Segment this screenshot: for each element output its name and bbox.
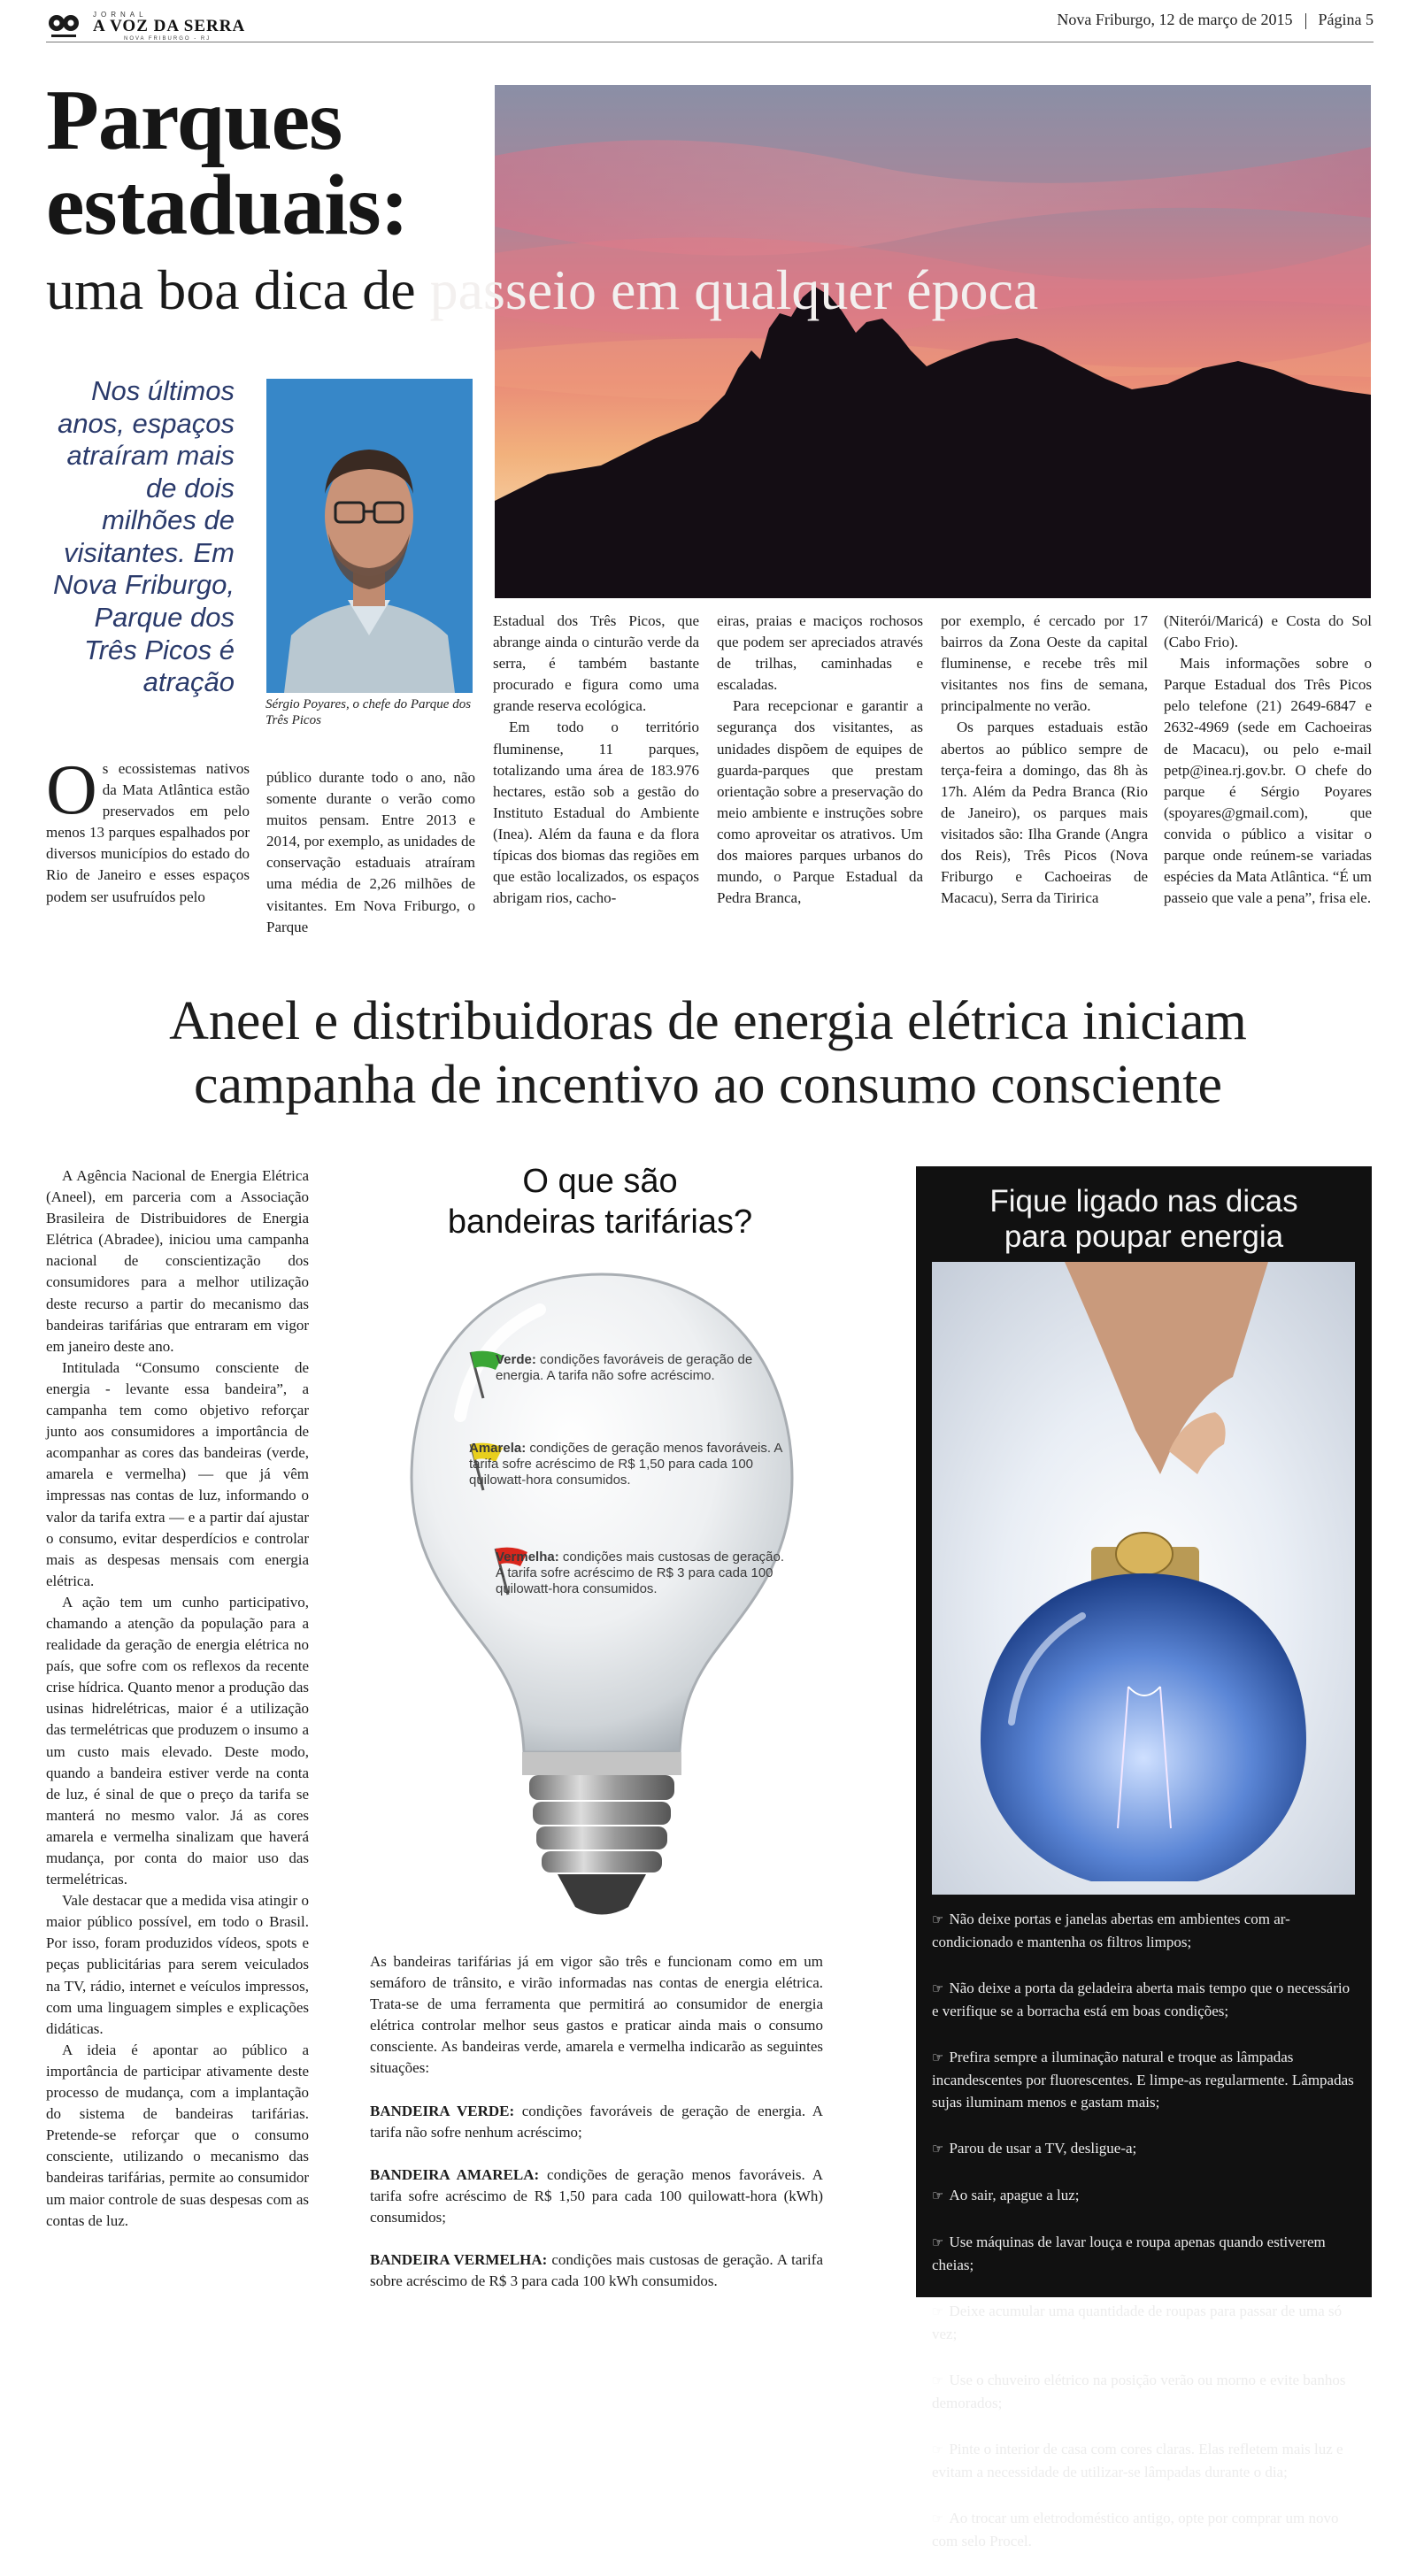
flag-green-label: Verde:	[496, 1352, 536, 1367]
coin-in-bulb-photo	[932, 1262, 1355, 1895]
logo-city: NOVA FRIBURGO - RJ	[124, 36, 212, 42]
tariff-flags-title-line2: bandeiras tarifárias?	[447, 1203, 753, 1241]
flag-green-desc: condições favoráveis de geração de energia. A tarifa não sofre acréscimo.	[496, 1352, 753, 1383]
article2-title-line2: campanha de incentivo ao consumo consciente	[193, 1055, 1223, 1115]
bandeira-vermelha-text: condições mais custosas de geração. A tarifa sobre acréscimo de R$ 3 para cada 100 kWh consumidos.	[370, 2251, 823, 2290]
article1-title	[46, 73, 409, 254]
article1-col4-p2: Para recepcionar e garantir a segurança dos visitantes, as unidades dispõem de equipes de guarda-parques que prestam orientação sobre a preservação do meio ambiente e instruções sobre como aproveitar os atrativos. Um dos maiores parques urbanos do mundo, o Parque Estadual da Pedra Branca,	[717, 697, 923, 907]
tip-text: Parou de usar a TV, desligue-a;	[949, 2140, 1137, 2157]
header-separator	[1305, 13, 1306, 29]
header-page: Página 5	[1318, 11, 1374, 28]
tip-text: Use o chuveiro elétrico na posição verão ou morno e evite banhos demorados;	[932, 2372, 1346, 2411]
pointing-hand-icon: ☞	[932, 2141, 944, 2157]
energy-tips-list	[932, 1908, 1358, 2576]
energy-tips-title	[916, 1184, 1372, 1255]
flag-yellow-text	[469, 1441, 788, 1488]
article1-col1-text: s ecossistemas nativos da Mata Atlântica estão preservados em pelo menos 13 parques espalhados por diversos municípios do estado do Rio de Janeiro e esses espaços podem ser usufruídos pelo	[46, 760, 250, 905]
bandeira-vermelha-label: BANDEIRA VERMELHA:	[370, 2251, 548, 2269]
article2-lead-p5: A ideia é apontar ao público a importância de participar ativamente deste processo de mudança, com a implantação do sistema de bandeiras tarifárias. Pretende-se reforçar que o consumo consciente, utilizando o mecanismo das bandeiras tarifárias, permite ao consumidor um maior controle de suas despesas com as contas de luz.	[46, 2041, 309, 2229]
article1-column-2	[266, 767, 475, 938]
article2-lead-p1: A Agência Nacional de Energia Elétrica (Aneel), em parceria com a Associação Brasileira de Distribuidores de Energia Elétrica (Abradee), iniciou uma campanha nacional de conscientização dos consumidores para a melhor utilização deste recurso a partir do mecanismo das bandeiras tarifárias que entraram em vigor em janeiro deste ano.	[46, 1167, 309, 1355]
article1-subtitle	[46, 258, 1039, 321]
tip-text: Não deixe portas e janelas abertas em ambientes com ar-condicionado e mantenha os filtros limpos;	[932, 1911, 1290, 1950]
article2-lead-column	[46, 1165, 309, 2232]
tip-text: Não deixe a porta da geladeira aberta mais tempo que o necessário e verifique se a borracha está em boas condições;	[932, 1980, 1351, 2019]
article1-col2-text: público durante todo o ano, não somente durante o verão como muitos pensam. Entre 2013 e 2014, por exemplo, as unidades de conservação estaduais atraíram uma média de 2,26 milhões de visitantes. Em Nova Friburgo, o Parque	[266, 769, 475, 935]
pointing-hand-icon: ☞	[932, 2049, 944, 2065]
article1-column-5	[941, 611, 1148, 909]
article1-column-4	[717, 611, 923, 909]
flag-red-desc: condições mais custosas de geração. A tarifa sofre acréscimo de R$ 3 para cada 100 quilowatt-hora consumidos.	[496, 1549, 785, 1596]
tip-item	[932, 2438, 1358, 2483]
article1-column-3	[493, 611, 699, 909]
article2-lead-p4: Vale destacar que a medida visa atingir o maior público possível, em todo o Brasil. Por isso, foram produzidos vídeos, spots e peças publicitárias para serem veiculados na TV, rádio, internet e veículos impressos, com uma linguagem simples e explicações didáticas.	[46, 1892, 309, 2037]
article1-deck: Nos últimos anos, espaços atraíram mais de dois milhões de visitantes. Em Nova Friburgo, Parque dos Três Picos é atração	[52, 375, 235, 698]
article2-title-line1: Aneel e distribuidoras de energia elétrica iniciam	[169, 991, 1247, 1051]
header-dateline	[1057, 11, 1374, 29]
article2-lead-p3: A ação tem um cunho participativo, chamando a atenção da população para a realidade da geração de energia elétrica no país, que sofre com os reflexos da recente crise hídrica. Quanto menor a produção das usinas hidrelétricas, maior é a utilização das termelétricas que produzem o insumo a um custo mais elevado. Deste modo, quando a bandeira estiver verde na conta de luz, é sinal de que o preço da tarifa se manterá no mesmo valor. Já as cores amarela e vermelha sinalizam que haverá mudança, por conta do maior uso das termelétricas.	[46, 1593, 309, 1888]
flag-yellow-desc: condições de geração menos favoráveis. A tarifa sofre acréscimo de R$ 1,50 para cada 100 quilowatt-hora consumidos.	[469, 1441, 782, 1488]
article2-title	[0, 989, 1416, 1117]
tariff-flags-body	[370, 1951, 823, 2313]
dropcap: O	[46, 751, 97, 829]
header-date: Nova Friburgo, 12 de março de 2015	[1057, 11, 1293, 28]
article2-lead-p2: Intitulada “Consumo consciente de energia - levante essa bandeira”, a campanha tem como objetivo reforçar junto aos consumidores a importância de acompanhar as cores das bandeiras (verde, amarela e vermelha) — que já vêm impressas nas contas de luz, informando o valor da tarifa extra — e a partir daí ajustar o consumo, evitar desperdícios e controlar mais as despesas mensais com energia elétrica.	[46, 1358, 309, 1589]
tip-item	[932, 2231, 1358, 2276]
flag-red-label: Vermelha:	[496, 1549, 559, 1565]
energy-tips-title-line2: para poupar energia	[1004, 1219, 1284, 1254]
flag-green-text	[496, 1352, 788, 1384]
bandeira-amarela-text: condições de geração menos favoráveis. A tarifa sofre acréscimo de R$ 1,50 para cada 100 quilowatt-hora (kWh) consumidos;	[370, 2165, 824, 2226]
article1-col6-p2: Mais informações sobre o Parque Estadual dos Três Picos pelo telefone (21) 2649-6847 e 2632-4969 (sede em Cachoeiras de Macacu), ou pelo e-mail petp@inea.rj.gov.br. O chefe do parque é Sérgio Poyares (spoyares@gmail.com), que convida o público a visitar o parque onde reúnem-se variadas espécies da Mata Atlântica. “É um passeio que vale a pena”, frisa ele.	[1164, 655, 1372, 907]
tip-item	[932, 1908, 1358, 1953]
pointing-hand-icon: ☞	[932, 2511, 944, 2526]
logo-name: A VOZ DA SERRA	[93, 17, 246, 35]
portrait-caption: Sérgio Poyares, o chefe do Parque dos Três Picos	[266, 697, 472, 727]
pointing-hand-icon: ☞	[932, 2303, 944, 2319]
bandeira-verde-text: condições favoráveis de geração de energia. A tarifa não sofre nenhum acréscimo;	[370, 2102, 823, 2141]
article1-column-1	[46, 751, 250, 908]
article1-title-line1: Parques	[46, 73, 342, 168]
article1-col4-p1: eiras, praias e maciços rochosos que podem ser apreciados através de trilhas, caminhadas e escaladas.	[717, 612, 923, 694]
bandeira-amarela-label: BANDEIRA AMARELA:	[370, 2165, 540, 2183]
article1-col5-p2: Os parques estaduais estão abertos ao público sempre de terça-feira a domingo, das 8h às 17h. Além da Pedra Branca (Rio de Janeiro), os parques mais visitados são: Ilha Grande (Angra dos Reis), Três Picos (Nova Friburgo e Cachoeiras de Macacu), Serra da Tiririca	[941, 719, 1148, 907]
tip-text: Prefira sempre a iluminação natural e troque as lâmpadas incandescentes por fluorescentes. E limpe-as regularmente. Lâmpadas sujas iluminam menos e gastam mais;	[932, 2049, 1354, 2111]
tip-item	[932, 2300, 1358, 2345]
pointing-hand-icon: ☞	[932, 2372, 944, 2388]
article1-title-line2: estaduais:	[46, 158, 409, 254]
article1-col6-p1: (Niterói/Maricá) e Costa do Sol (Cabo Frio).	[1164, 612, 1372, 651]
tip-text: Use máquinas de lavar louça e roupa apenas quando estiverem cheias;	[932, 2234, 1326, 2273]
energy-tips-title-line1: Fique ligado nas dicas	[989, 1184, 1298, 1219]
tip-text: Deixe acumular uma quantidade de roupas para passar de uma só vez;	[932, 2303, 1343, 2342]
bandeira-vermelha	[370, 2249, 823, 2292]
pointing-hand-icon: ☞	[932, 1911, 944, 1927]
newspaper-logo-icon	[46, 7, 81, 42]
tip-text: Ao trocar um eletrodoméstico antigo, opte por comprar um novo com selo Procel.	[932, 2510, 1339, 2549]
tariff-flags-title	[423, 1161, 777, 1242]
tip-item	[932, 2046, 1358, 2113]
tariff-flags-title-line1: O que são	[522, 1163, 678, 1200]
flag-red-text	[496, 1549, 788, 1597]
logo-small-text: JORNAL	[93, 11, 148, 19]
article1-col5-p1: por exemplo, é cercado por 17 bairros da Zona Oeste da capital fluminense, e recebe três mil visitantes nos fins de semana, principalmente no verão.	[941, 612, 1148, 715]
article1-subtitle-dark: uma boa dica de	[46, 258, 416, 321]
masthead	[46, 7, 1374, 42]
tip-item	[932, 2184, 1358, 2207]
article1-subtitle-light: passeio em qualquer época	[429, 258, 1039, 321]
article1-column-6	[1164, 611, 1372, 909]
tip-text: Pinte o interior de casa com cores claras. Elas refletem mais luz e evitam a necessidade de utilizar-se lâmpadas durante o dia;	[932, 2441, 1343, 2480]
pointing-hand-icon: ☞	[932, 2234, 944, 2250]
tariff-flags-intro: As bandeiras tarifárias já em vigor são três e funcionam como em um semáforo de trânsito, e virão informadas nas contas de energia elétrica. Trata-se de uma ferramenta que permitirá ao consumidor de energia elétrica controlar melhor seus gastos e praticar ainda mais o consumo consciente. As bandeiras verde, amarela e vermelha indicarão as seguintes situações:	[370, 1953, 823, 2077]
energy-tips-box	[916, 1166, 1372, 2549]
tip-item	[932, 2137, 1358, 2160]
sergio-poyares-portrait	[266, 379, 473, 693]
tip-text: Ao sair, apague a luz;	[949, 2187, 1080, 2203]
pointing-hand-icon: ☞	[932, 1980, 944, 1996]
article1-col3-p2: Em todo o território fluminense, 11 parques, totalizando uma área de 183.976 hectares, estão sob a gestão do Instituto Estadual do Ambiente (Inea). Além da fauna e da flora típicas dos biomas das regiões em que estão localizados, os espaços abrigam rios, cacho-	[493, 719, 699, 907]
pointing-hand-icon: ☞	[932, 2441, 944, 2457]
tip-item	[932, 1977, 1358, 2022]
three-peaks-sunset-photo	[495, 85, 1371, 598]
bandeira-amarela	[370, 2165, 823, 2228]
bandeira-verde	[370, 2101, 823, 2143]
tip-item	[932, 2507, 1358, 2552]
bandeira-verde-label: BANDEIRA VERDE:	[370, 2102, 515, 2119]
pointing-hand-icon: ☞	[932, 2188, 944, 2203]
flag-yellow-label: Amarela:	[469, 1441, 527, 1456]
article1-col3-p1: Estadual dos Três Picos, que abrange ainda o cinturão verde da serra, é também bastante procurado e figura como uma grande reserva ecológica.	[493, 612, 699, 715]
tip-item	[932, 2369, 1358, 2414]
